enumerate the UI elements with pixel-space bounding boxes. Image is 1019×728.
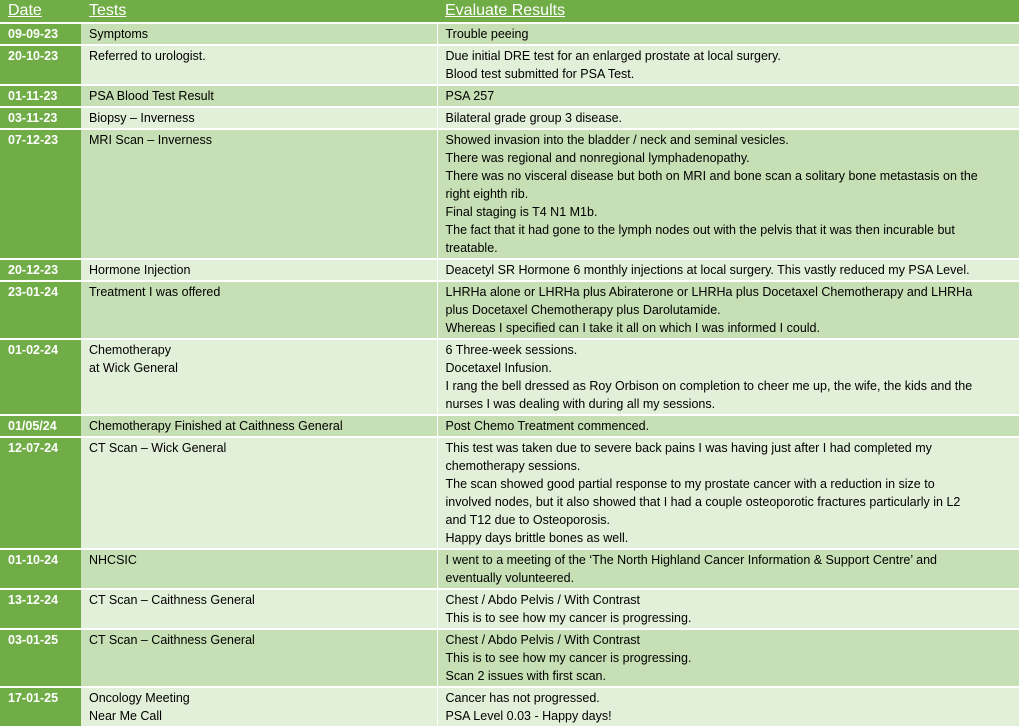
date-cell: 01-11-23: [0, 85, 81, 107]
header-row: [0, 0, 1019, 23]
results-line: There was regional and nonregional lymphadenopathy.: [446, 149, 1019, 167]
table-row: [0, 687, 1019, 727]
results-line: LHRHa alone or LHRHa plus Abiraterone or LHRHa plus Docetaxel Chemotherapy and LHRHa: [446, 283, 1019, 301]
results-line: plus Docetaxel Chemotherapy plus Darolutamide.: [446, 301, 1019, 319]
results-line: Final staging is T4 N1 M1b.: [446, 203, 1019, 221]
results-line: Deacetyl SR Hormone 6 monthly injections at local surgery. This vastly reduced my PSA Level.: [446, 261, 1019, 279]
table-row: [0, 259, 1019, 281]
results-cell: [437, 107, 1019, 129]
date-cell: 01/05/24: [0, 415, 81, 437]
tests-line: CT Scan – Wick General: [89, 439, 437, 457]
date-cell: 12-07-24: [0, 437, 81, 549]
table-row: [0, 549, 1019, 589]
table-row: [0, 45, 1019, 85]
results-line: Chest / Abdo Pelvis / With Contrast: [446, 591, 1019, 609]
results-line: Due initial DRE test for an enlarged prostate at local surgery.: [446, 47, 1019, 65]
tests-line: CT Scan – Caithness General: [89, 591, 437, 609]
tests-cell: [81, 687, 437, 727]
tests-cell: [81, 259, 437, 281]
results-cell: [437, 589, 1019, 629]
results-line: There was no visceral disease but both on MRI and bone scan a solitary bone metastasis on the: [446, 167, 1019, 185]
results-line: This test was taken due to severe back pains I was having just after I had completed my: [446, 439, 1019, 457]
tests-cell: [81, 107, 437, 129]
table-row: [0, 629, 1019, 687]
tests-header: Tests: [81, 0, 437, 23]
results-line: and T12 due to Osteoporosis.: [446, 511, 1019, 529]
date-header: Date: [0, 0, 81, 23]
tests-cell: [81, 45, 437, 85]
tests-line: NHCSIC: [89, 551, 437, 569]
table-row: [0, 107, 1019, 129]
tests-line: Treatment I was offered: [89, 283, 437, 301]
results-cell: [437, 45, 1019, 85]
results-line: Scan 2 issues with first scan.: [446, 667, 1019, 685]
results-line: The scan showed good partial response to my prostate cancer with a reduction in size to: [446, 475, 1019, 493]
results-line: I rang the bell dressed as Roy Orbison on completion to cheer me up, the wife, the kids and the: [446, 377, 1019, 395]
tests-line: Hormone Injection: [89, 261, 437, 279]
tests-cell: [81, 85, 437, 107]
results-line: Trouble peeing: [446, 25, 1019, 43]
results-line: Chest / Abdo Pelvis / With Contrast: [446, 631, 1019, 649]
tests-line: at Wick General: [89, 359, 437, 377]
results-cell: [437, 129, 1019, 259]
table-row: [0, 85, 1019, 107]
results-line: Bilateral grade group 3 disease.: [446, 109, 1019, 127]
tests-cell: [81, 339, 437, 415]
results-cell: [437, 259, 1019, 281]
results-line: Showed invasion into the bladder / neck and seminal vesicles.: [446, 131, 1019, 149]
results-line: Cancer has not progressed.: [446, 689, 1019, 707]
results-line: Post Chemo Treatment commenced.: [446, 417, 1019, 435]
results-line: involved nodes, but it also showed that I had a couple osteoporotic fractures particularly in L2: [446, 493, 1019, 511]
tests-cell: [81, 281, 437, 339]
results-cell: [437, 415, 1019, 437]
table-row: [0, 339, 1019, 415]
table-row: [0, 415, 1019, 437]
tests-cell: [81, 629, 437, 687]
results-cell: [437, 281, 1019, 339]
results-line: PSA 257: [446, 87, 1019, 105]
results-line: Docetaxel Infusion.: [446, 359, 1019, 377]
results-line: Blood test submitted for PSA Test.: [446, 65, 1019, 83]
results-cell: [437, 339, 1019, 415]
tests-line: CT Scan – Caithness General: [89, 631, 437, 649]
tests-line: Oncology Meeting: [89, 689, 437, 707]
tests-line: Chemotherapy: [89, 341, 437, 359]
tests-cell: [81, 415, 437, 437]
results-cell: [437, 629, 1019, 687]
tests-cell: [81, 437, 437, 549]
results-line: 6 Three-week sessions.: [446, 341, 1019, 359]
results-line: chemotherapy sessions.: [446, 457, 1019, 475]
tests-line: Referred to urologist.: [89, 47, 437, 65]
tests-line: MRI Scan – Inverness: [89, 131, 437, 149]
results-line: This is to see how my cancer is progressing.: [446, 609, 1019, 627]
tests-line: Chemotherapy Finished at Caithness General: [89, 417, 437, 435]
results-line: The fact that it had gone to the lymph nodes out with the pelvis that it was then incurable but: [446, 221, 1019, 239]
results-cell: [437, 687, 1019, 727]
tests-cell: [81, 549, 437, 589]
date-cell: 01-02-24: [0, 339, 81, 415]
results-cell: [437, 549, 1019, 589]
results-cell: [437, 437, 1019, 549]
tests-line: Near Me Call: [89, 707, 437, 725]
date-cell: 03-01-25: [0, 629, 81, 687]
tests-line: Biopsy – Inverness: [89, 109, 437, 127]
results-line: Whereas I specified can I take it all on which I was informed I could.: [446, 319, 1019, 337]
date-cell: 20-10-23: [0, 45, 81, 85]
results-line: eventually volunteered.: [446, 569, 1019, 587]
date-cell: 09-09-23: [0, 23, 81, 45]
results-line: right eighth rib.: [446, 185, 1019, 203]
results-line: PSA Level 0.03 - Happy days!: [446, 707, 1019, 725]
table-row: [0, 437, 1019, 549]
table-body: [0, 23, 1019, 727]
results-cell: [437, 85, 1019, 107]
results-line: nurses I was dealing with during all my sessions.: [446, 395, 1019, 413]
date-cell: 17-01-25: [0, 687, 81, 727]
tests-line: PSA Blood Test Result: [89, 87, 437, 105]
table-row: [0, 589, 1019, 629]
tests-cell: [81, 23, 437, 45]
table-row: [0, 129, 1019, 259]
results-line: This is to see how my cancer is progressing.: [446, 649, 1019, 667]
date-cell: 03-11-23: [0, 107, 81, 129]
results-cell: [437, 23, 1019, 45]
date-cell: 07-12-23: [0, 129, 81, 259]
tests-cell: [81, 129, 437, 259]
results-line: treatable.: [446, 239, 1019, 257]
table-row: [0, 281, 1019, 339]
date-cell: 13-12-24: [0, 589, 81, 629]
results-line: I went to a meeting of the ‘The North Highland Cancer Information & Support Centre’ and: [446, 551, 1019, 569]
date-cell: 01-10-24: [0, 549, 81, 589]
tests-cell: [81, 589, 437, 629]
date-cell: 20-12-23: [0, 259, 81, 281]
tests-line: Symptoms: [89, 25, 437, 43]
date-cell: 23-01-24: [0, 281, 81, 339]
results-header: Evaluate Results: [437, 0, 1019, 23]
table-row: [0, 23, 1019, 45]
results-line: Happy days brittle bones as well.: [446, 529, 1019, 547]
